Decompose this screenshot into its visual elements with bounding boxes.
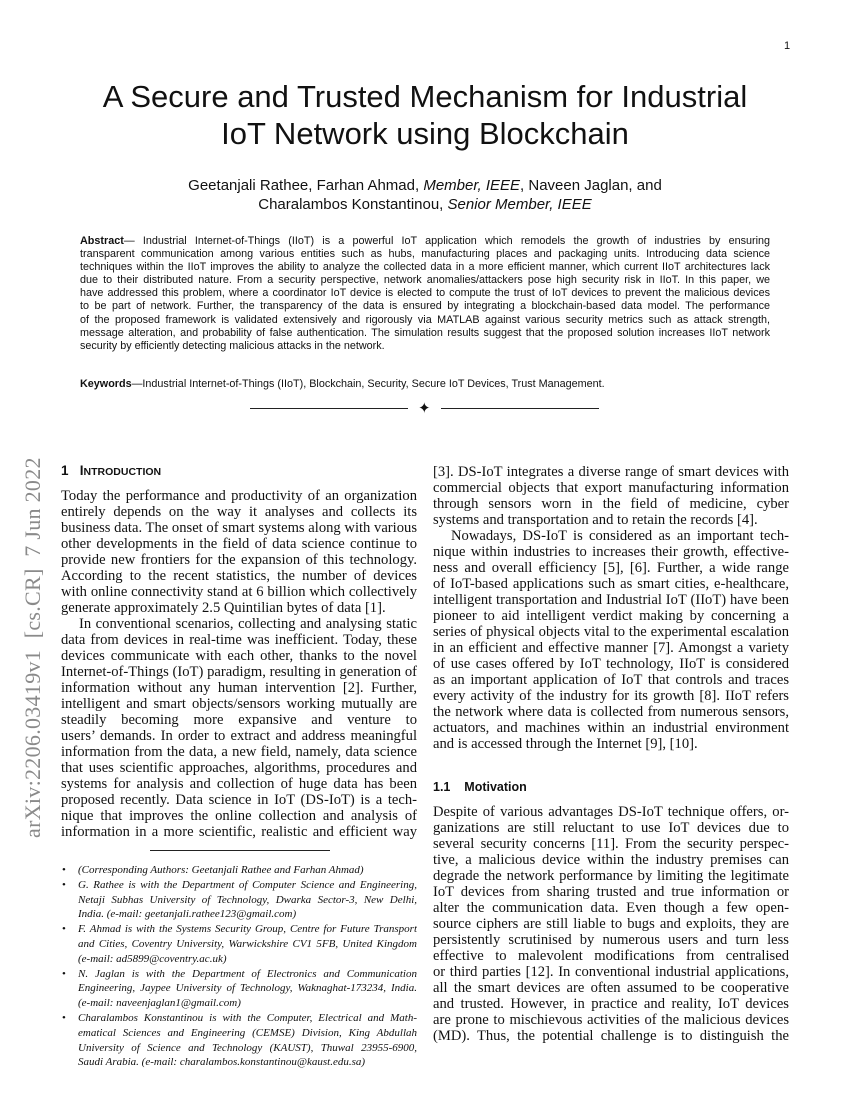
text-line: Nowadays, DS-IoT is considered as an important tech- <box>451 528 789 544</box>
footnote-line: • Charalambos Konstantinou is with the Computer, Electrical and Math- <box>78 1011 417 1024</box>
footnote-line: • G. Rathee is with the Department of Computer Science and Engineering, <box>78 878 417 891</box>
footnote-line: • F. Ahmad is with the Systems Security Group, Centre for Future Transport <box>78 923 417 936</box>
footnote-line: • N. Jaglan is with the Department of Electronics and Communication <box>78 967 417 980</box>
text-line: and is accessed through the Internet [9], [10]. <box>433 736 698 752</box>
text-line: series of physical objects vital to the experimental escalation <box>433 624 789 640</box>
abstract-text: Industrial Internet-of-Things (IIoT) is a powerful IoT application which remodels the growth of industries by ensuring <box>142 235 770 247</box>
text-line: of IoT-based applications such as smart cities, e-healthcare, <box>433 576 789 592</box>
text-line: every activity of the industry for its growth [8]. IIoT refers <box>433 688 789 704</box>
abstract-line <box>80 235 770 248</box>
text-line: entirely depends on the way it analyses and collects its <box>61 504 417 520</box>
text-line: intelligent transportation and Industrial IoT (IIoT) have been <box>433 592 789 608</box>
text-line: proposed recently. Data science in IoT (DS-IoT) is a tech- <box>61 792 417 808</box>
section-title-initial: I <box>79 463 84 478</box>
footnote-item <box>61 878 417 922</box>
text-line: degrade the network performance by limiting the legitimate <box>433 868 789 884</box>
author-role: Senior Member, IEEE <box>447 196 592 213</box>
footnote-item <box>61 922 417 966</box>
abstract-line: of the proposed framework is validated extensively and rigorously via MATLAB against various security metrics such as attack strength, <box>80 313 770 326</box>
section-number: 1 <box>61 463 69 478</box>
text-line: information without any human intervention [2]. Further, <box>61 680 417 696</box>
separator-line <box>250 408 408 409</box>
text-line: Internet-of-Things (IoT) paradigm, resulting in generation of <box>61 664 417 680</box>
footnote-line: Saudi Arabia. (e-mail: charalambos.konstantinou@kaust.edu.sa) <box>78 1056 366 1069</box>
text-line: several security concerns [11]. From the security perspec- <box>433 836 789 852</box>
motivation-body <box>433 804 789 1044</box>
text-line: that uses scientific approaches, algorithms, procedures and <box>61 760 417 776</box>
keywords <box>80 378 605 390</box>
left-column-body <box>61 488 417 840</box>
text-line: through sensors worn in the field of medicine, cyber <box>433 496 789 512</box>
abstract-label: Abstract <box>80 235 124 247</box>
authors-text: Charalambos Konstantinou, <box>258 196 448 213</box>
footnote-item <box>61 1011 417 1070</box>
title-line: IoT Network using Blockchain <box>221 116 629 151</box>
footnote-line: University of Science and Technology (KAUST), Thuwal 23955-6900, <box>78 1041 417 1054</box>
text-line: nique that improves the online collection and analysis of <box>61 808 417 824</box>
text-line: Despite of various advantages DS-IoT technique offers, or- <box>433 804 789 820</box>
keywords-text: —Industrial Internet-of-Things (IIoT), Blockchain, Security, Secure IoT Devices, Trust Management. <box>131 378 605 390</box>
abstract-dash: — <box>123 235 143 247</box>
abstract-line: security by efficiently detecting malicious attacks in the network. <box>80 339 385 352</box>
arxiv-stamp: arXiv:2206.03419v1 [cs.CR] 7 Jun 2022 <box>20 457 45 838</box>
footnote-line: India. (e-mail: geetanjali.rathee123@gmail.com) <box>78 908 297 921</box>
text-line: Today the performance and productivity of an organization <box>61 488 417 504</box>
footnote-line: Netaji Subhas University of Technology, Dwarka Sector-3, New Delhi, <box>78 893 417 906</box>
text-line: steadily becoming more expansive and venture to <box>61 712 417 728</box>
subsection-heading <box>433 780 527 794</box>
footnote-item <box>61 863 417 878</box>
section-heading <box>61 463 161 478</box>
abstract-line: message alteration, and probability of false authentication. The simulation results suggest that the proposed solution increases IIoT network <box>80 326 770 339</box>
text-line: actuators, and machines within an industrial environment <box>433 720 789 736</box>
text-line: (MD). Thus, the potential challenge is to distinguish the <box>433 1028 789 1044</box>
footnote-line: ematical Sciences and Engineering (CEMSE) Division, King Abdullah <box>78 1026 417 1039</box>
text-line: IoT devices from sharing trusted and true information or <box>433 884 789 900</box>
abstract-line: have addressed this problem, where a coordinator IoT device is elected to compute the trust of IoT devices to prevent the malicious devices <box>80 287 770 300</box>
author-role: Member, IEEE <box>423 177 521 194</box>
paragraph <box>61 488 417 616</box>
abstract-line: to be part of network. Further, the transparency of the data is ensured by integrating a blockchain-based data model. The performance <box>80 300 770 313</box>
text-line: other developments in the field of data science continue to <box>61 536 417 552</box>
separator-line <box>441 408 599 409</box>
keywords-label: Keywords <box>80 378 132 390</box>
text-line: systems and transportation and to retain the records [4]. <box>433 512 758 528</box>
text-line: in an efficient and effective manner [7]. Amongst a variety <box>433 640 789 656</box>
footnotes <box>61 863 417 1070</box>
footnote-line: (e-mail: naveenjaglan1@gmail.com) <box>78 997 241 1010</box>
text-line: source ciphers are still liable to bugs and exploits, they are <box>433 916 789 932</box>
authors-text: Geetanjali Rathee, Farhan Ahmad, <box>188 177 424 194</box>
text-line: or third parties [12]. In conventional industrial applications, <box>433 964 789 980</box>
text-line: systems for analysis and collection of huge data has been <box>61 776 417 792</box>
text-line: are prone to mischievous activities of the malicious devices <box>433 1012 789 1028</box>
text-line: devices communicate with each other, thanks to the novel <box>61 648 417 664</box>
subsection-number: 1.1 <box>433 780 451 794</box>
subsection-title: Motivation <box>464 780 527 794</box>
text-line: provide new frontiers for the expansion of this technology. <box>61 552 417 568</box>
text-line: with online connectivity stand at 6 billion which collectively <box>61 584 417 600</box>
text-line: persistently scrutinised by numerous users and turn less <box>433 932 789 948</box>
paragraph <box>433 804 789 1044</box>
author-list <box>0 176 850 214</box>
paragraph <box>433 464 789 528</box>
text-line: business data. The onset of smart systems along with various <box>61 520 417 536</box>
authors-text: , Naveen Jaglan, and <box>520 177 662 194</box>
text-line: alter the communication data. Even though a few open- <box>433 900 789 916</box>
right-column-body <box>433 464 789 752</box>
text-line: pioneer to aid intelligent verdict making by concerning a <box>433 608 789 624</box>
text-line: ness and overall efficiency [5], [6]. Further, a wide range <box>433 560 789 576</box>
text-line: the network where data is collected from numerous sensors, <box>433 704 789 720</box>
text-line: of use cases offered by IoT technology, IIoT is considered <box>433 656 789 672</box>
footnote-item <box>61 967 417 1011</box>
text-line: generate approximately 2.5 Quintilian bytes of data [1]. <box>61 600 386 616</box>
paper-title <box>0 78 850 152</box>
title-line: A Secure and Trusted Mechanism for Industrial <box>102 79 748 114</box>
footnote-line: and Cities, Coventry University, Warwickshire CV1 5FB, United Kingdom <box>78 937 417 950</box>
text-line: intelligent and smart objects/sensors working mutually are <box>61 696 417 712</box>
text-line: information in a more scientific, realistic and efficient way <box>61 824 417 840</box>
text-line: information from the data, a new field, namely, data science <box>61 744 417 760</box>
text-line: and trusted. However, in practice and reality, IoT devices <box>433 996 789 1012</box>
text-line: as an important application of IoT that controls and traces <box>433 672 789 688</box>
footnote-line: (e-mail: ad5899@coventry.ac.uk) <box>78 952 227 965</box>
footnote-line: Engineering, Jaypee University of Technology, Waknaghat-173234, India. <box>78 982 417 995</box>
abstract-line: due to their distributed nature. From a security perspective, network anomalies/attackers pose high security risk in IIoT. In this paper, we <box>80 274 770 287</box>
text-line: effective to malevolent modifications from centralised <box>433 948 789 964</box>
footnote-line: • (Corresponding Authors: Geetanjali Rathee and Farhan Ahmad) <box>78 864 364 876</box>
section-title-rest: NTRODUCTION <box>83 466 162 478</box>
text-line: nique within industries to increases their growth, effective- <box>433 544 789 560</box>
text-line: data from devices in real-time was inefficient. Today, these <box>61 632 417 648</box>
page-number: 1 <box>784 40 791 52</box>
text-line: commercial objects that export manufacturing information <box>433 480 789 496</box>
text-line: According to the recent statistics, the number of devices <box>61 568 417 584</box>
footnote-rule <box>150 850 330 851</box>
paragraph <box>433 528 789 752</box>
text-line: In conventional scenarios, collecting and analysing static <box>79 616 417 632</box>
abstract <box>80 235 770 353</box>
text-line: [3]. DS-IoT integrates a diverse range of smart devices with <box>433 464 789 480</box>
text-line: tive, a malicious device within the industry premises can <box>433 852 789 868</box>
paragraph <box>61 616 417 840</box>
separator-diamond-icon: ✦ <box>418 399 431 417</box>
abstract-line: transparent communication among various entities such as hubs, manufacturing places and packaging units. Introducing data science <box>80 248 770 261</box>
abstract-line: techniques within the IIoT improves the ability to analyze the collected data in a more efficient manner, which current IIoT architectures lack <box>80 261 770 274</box>
text-line: users’ demands. In order to extract and address meaningful <box>61 728 417 744</box>
text-line: all the smart devices are often assumed to be cooperative <box>433 980 789 996</box>
text-line: ganizations are still reluctant to use IoT devices due to <box>433 820 789 836</box>
